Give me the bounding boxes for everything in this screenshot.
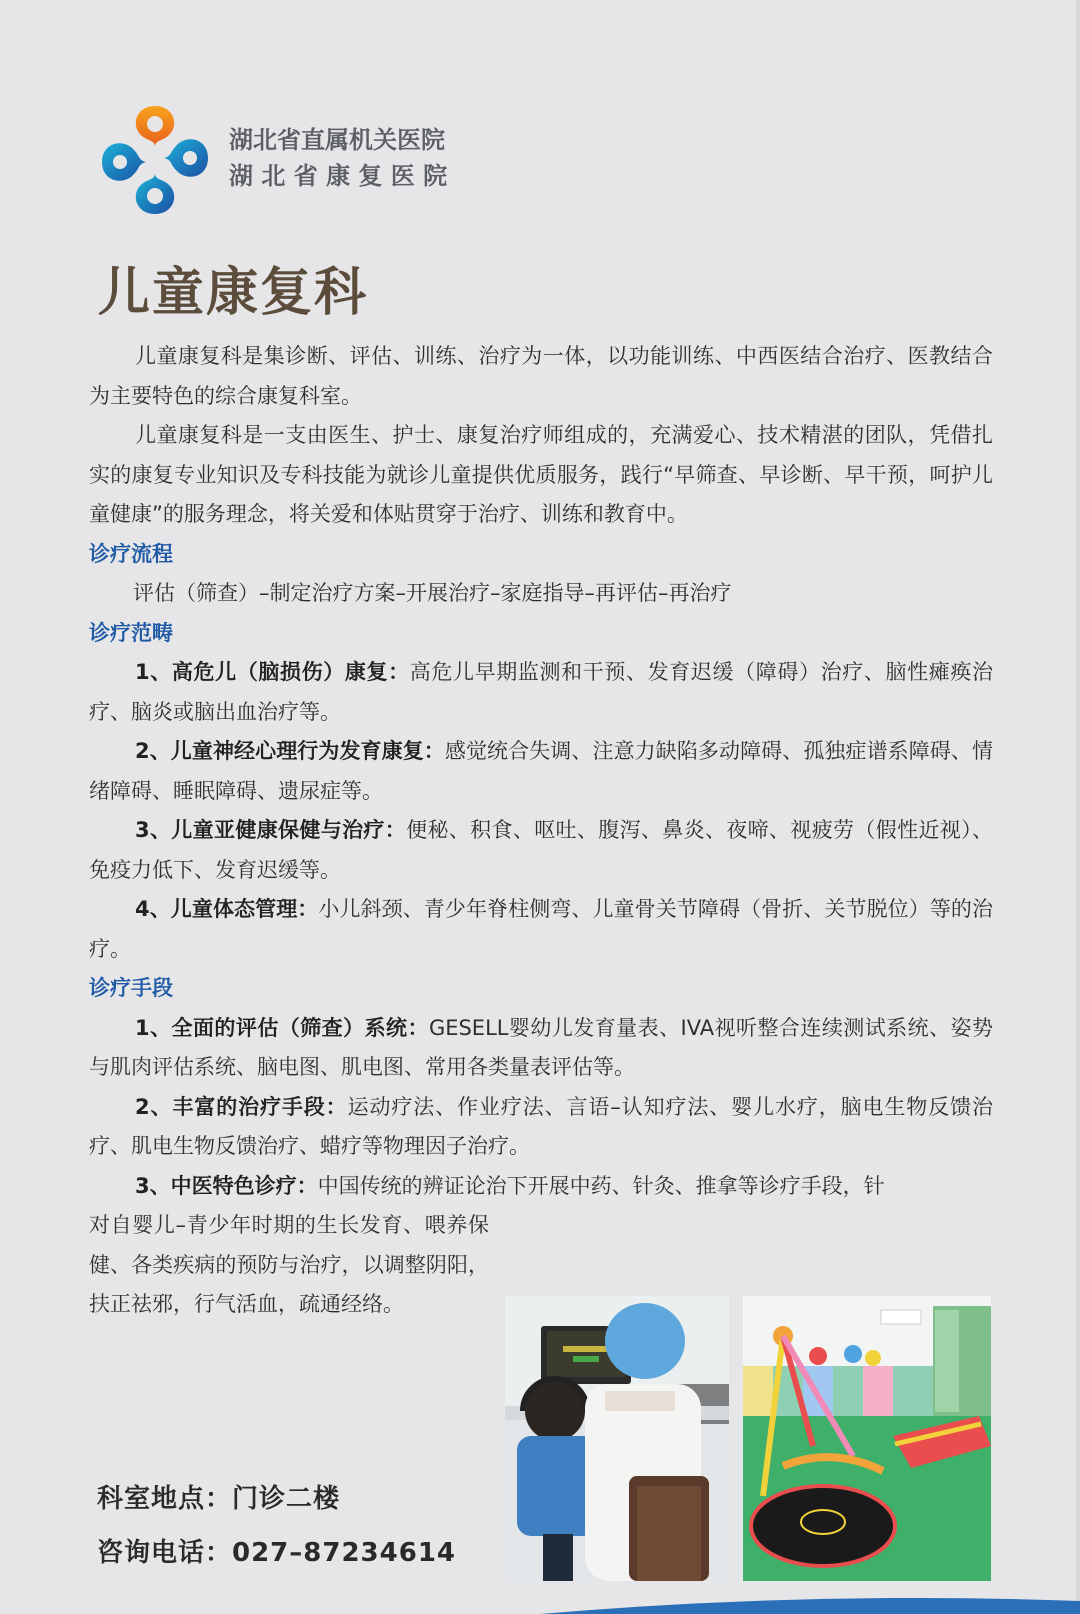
methods-item-1 bbox=[89, 1009, 993, 1088]
therapy-room-photo bbox=[743, 1296, 991, 1581]
intro-paragraph-2: 儿童康复科是一支由医生、护士、康复治疗师组成的，充满爱心、技术精湛的团队，凭借扎实的康复专业知识及专科技能为就诊儿童提供优质服务，践行“早筛查、早诊断、早干预，呵护儿童健康”的服务理念，将关爱和体贴贯穿于治疗、训练和教育中。 bbox=[89, 423, 993, 526]
department-location: 科室地点：门诊二楼 bbox=[97, 1484, 341, 1514]
scope-heading: 诊疗范畴 bbox=[89, 620, 173, 645]
decorative-swoosh bbox=[540, 1595, 1080, 1614]
methods-item-lead: 1、全面的评估（筛查）系统： bbox=[135, 1015, 429, 1040]
methods-item-3 bbox=[89, 1167, 993, 1207]
methods-heading: 诊疗手段 bbox=[89, 976, 173, 1000]
methods-item-3-continued: 对自婴儿–青少年时期的生长发育、喂养保健、各类疾病的预防与治疗，以调整阴阳，扶正祛邪，行气活血，疏通经络。 bbox=[89, 1213, 489, 1316]
scope-item-lead: 2、儿童神经心理行为发育康复： bbox=[135, 739, 445, 763]
hospital-name-secondary: 湖 北 省 康 复 医 院 bbox=[229, 162, 448, 190]
methods-item-text-line1: 中国传统的辨证论治下开展中药、针灸、推拿等诊疗手段，针 bbox=[317, 1173, 885, 1198]
methods-item-2 bbox=[89, 1088, 993, 1167]
hospital-logo-icon bbox=[96, 100, 214, 218]
hospital-names bbox=[229, 122, 447, 194]
methods-item-lead: 2、丰富的治疗手段： bbox=[135, 1094, 348, 1119]
scope-item-4 bbox=[89, 890, 993, 969]
scope-item-text: 感觉统合失调、注意力缺陷多动障碍、孤独症谱系障碍、情绪障碍、睡眠障碍、遗尿症等。 bbox=[89, 739, 993, 803]
assessment-photo bbox=[505, 1296, 729, 1581]
methods-item-text: 运动疗法、作业疗法、言语–认知疗法、婴儿水疗，脑电生物反馈治疗、肌电生物反馈治疗、蜡疗等物理因子治疗。 bbox=[89, 1094, 993, 1158]
process-text: 评估（筛查）–制定治疗方案–开展治疗–家庭指导–再评估–再治疗 bbox=[133, 581, 732, 605]
department-title: 儿童康复科 bbox=[98, 263, 369, 323]
scope-item-text: 便秘、积食、呕吐、腹泻、鼻炎、夜啼、视疲劳（假性近视）、免疫力低下、发育迟缓等。 bbox=[89, 818, 993, 882]
scope-item-1 bbox=[89, 653, 993, 732]
process-heading: 诊疗流程 bbox=[89, 541, 173, 566]
scope-item-3 bbox=[89, 811, 993, 890]
scope-item-text: 小儿斜颈、青少年脊柱侧弯、儿童骨关节障碍（骨折、关节脱位）等的治疗。 bbox=[89, 897, 993, 961]
scope-item-lead: 3、儿童亚健康保健与治疗： bbox=[135, 818, 407, 842]
poster-content bbox=[89, 337, 993, 1325]
scope-item-lead: 1、高危儿（脑损伤）康复： bbox=[135, 660, 410, 684]
scope-item-text: 高危儿早期监测和干预、发育迟缓（障碍）治疗、脑性瘫痪治疗、脑炎或脑出血治疗等。 bbox=[89, 660, 993, 724]
scope-item-2 bbox=[89, 732, 993, 811]
hospital-header bbox=[96, 100, 516, 220]
hospital-name-primary: 湖北省直属机关医院 bbox=[229, 126, 445, 154]
consultation-phone: 咨询电话：027–87234614 bbox=[97, 1538, 456, 1568]
methods-item-text: GESELL婴幼儿发育量表、IVA视听整合连续测试系统、姿势与肌肉评估系统、脑电图、肌电图、常用各类量表评估等。 bbox=[89, 1015, 993, 1079]
scope-item-lead: 4、儿童体态管理： bbox=[135, 897, 319, 921]
methods-item-lead: 3、中医特色诊疗： bbox=[135, 1173, 318, 1198]
intro-paragraph-1: 儿童康复科是集诊断、评估、训练、治疗为一体，以功能训练、中西医结合治疗、医教结合为主要特色的综合康复科室。 bbox=[89, 344, 993, 408]
